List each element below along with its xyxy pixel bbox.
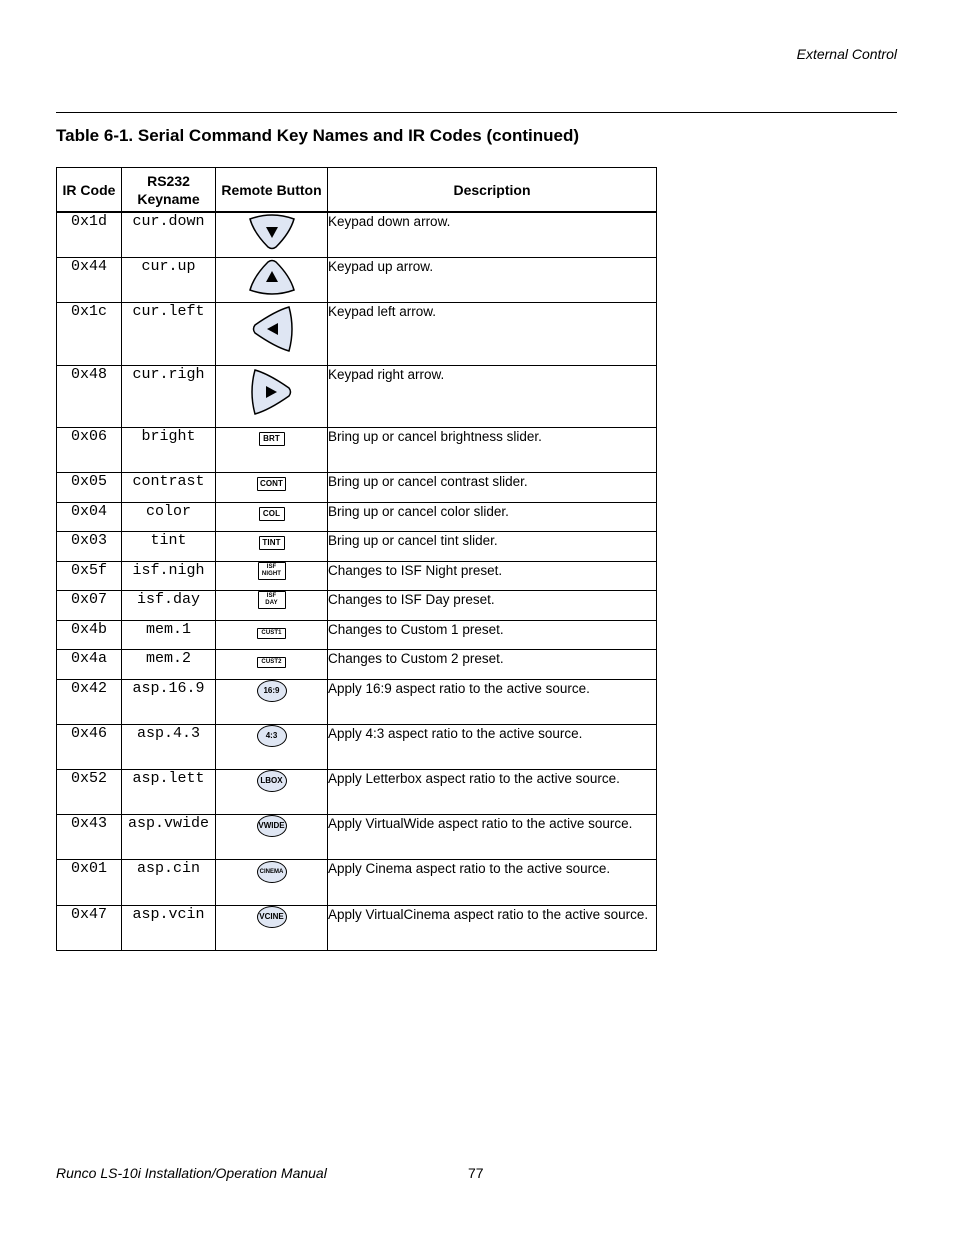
col-button-icon: COL	[259, 507, 285, 521]
table-row	[57, 427, 657, 472]
arrow-left-icon	[216, 303, 327, 355]
description-cell: Keypad right arrow.	[328, 365, 657, 427]
cinema-button-icon: CINEMA	[257, 861, 287, 883]
arrow-down-icon	[216, 213, 327, 251]
remote-button-cell	[216, 859, 328, 905]
table-row	[57, 302, 657, 365]
ir-code-cell: 0x5f	[57, 561, 122, 590]
description-cell: Keypad left arrow.	[328, 302, 657, 365]
keyname-cell: asp.vwide	[122, 814, 216, 859]
ir-code-cell: 0x42	[57, 679, 122, 724]
ir-code-cell: 0x44	[57, 257, 122, 302]
keyname-cell: tint	[122, 531, 216, 561]
table-row	[57, 859, 657, 905]
remote-button-cell	[216, 302, 328, 365]
ir-code-cell: 0x4b	[57, 620, 122, 649]
ir-code-cell: 0x48	[57, 365, 122, 427]
keyname-cell: cur.left	[122, 302, 216, 365]
table-row	[57, 531, 657, 561]
aspect-16-9-button-icon: 16:9	[257, 680, 287, 702]
button-label-line2: DAY	[265, 599, 278, 606]
arrow-right-icon	[216, 366, 327, 418]
vcine-button-icon: VCINE	[257, 906, 287, 928]
table-caption: Table 6-1. Serial Command Key Names and IR Codes (continued)	[56, 126, 580, 145]
remote-button-cell	[216, 590, 328, 620]
tint-button-icon: TINT	[259, 536, 285, 550]
table-row	[57, 814, 657, 859]
keyname-cell: color	[122, 502, 216, 531]
description-cell: Apply Cinema aspect ratio to the active source.	[328, 859, 657, 905]
description-cell: Bring up or cancel color slider.	[328, 502, 657, 531]
ir-code-cell: 0x52	[57, 769, 122, 814]
button-label-line2: NIGHT	[261, 570, 282, 577]
ir-code-cell: 0x03	[57, 531, 122, 561]
col-remote-button: Remote Button	[216, 168, 328, 213]
remote-button-cell	[216, 724, 328, 769]
ir-code-cell: 0x4a	[57, 649, 122, 679]
description-cell: Apply VirtualCinema aspect ratio to the active source.	[328, 905, 657, 950]
table-row	[57, 472, 657, 502]
ir-code-cell: 0x01	[57, 859, 122, 905]
running-header: External Control	[796, 46, 897, 62]
remote-button-cell	[216, 365, 328, 427]
description-cell: Keypad down arrow.	[328, 212, 657, 257]
ir-code-cell: 0x06	[57, 427, 122, 472]
isf-night-button-icon	[258, 562, 286, 580]
button-label-line1: ISF	[266, 592, 277, 599]
ir-code-cell: 0x46	[57, 724, 122, 769]
keyname-cell: isf.day	[122, 590, 216, 620]
ir-code-cell: 0x07	[57, 590, 122, 620]
ir-code-cell: 0x43	[57, 814, 122, 859]
ir-code-cell: 0x04	[57, 502, 122, 531]
remote-button-cell	[216, 257, 328, 302]
page-number: 77	[468, 1165, 484, 1181]
description-cell: Changes to Custom 2 preset.	[328, 649, 657, 679]
table-row	[57, 905, 657, 950]
remote-button-cell	[216, 620, 328, 649]
keyname-cell: cur.righ	[122, 365, 216, 427]
description-cell: Bring up or cancel brightness slider.	[328, 427, 657, 472]
keyname-cell: asp.4.3	[122, 724, 216, 769]
description-cell: Apply 16:9 aspect ratio to the active source.	[328, 679, 657, 724]
table-row	[57, 365, 657, 427]
table-header-row	[57, 168, 657, 213]
table-row	[57, 769, 657, 814]
ir-code-cell: 0x47	[57, 905, 122, 950]
table-row	[57, 679, 657, 724]
aspect-4-3-button-icon: 4:3	[257, 725, 287, 747]
table-row	[57, 649, 657, 679]
table-row	[57, 590, 657, 620]
button-label-line1: ISF	[266, 563, 277, 570]
command-table	[56, 167, 657, 951]
remote-button-cell	[216, 561, 328, 590]
table-row	[57, 724, 657, 769]
lbox-button-icon: LBOX	[257, 770, 287, 792]
header-rule	[56, 112, 897, 113]
remote-button-cell	[216, 679, 328, 724]
description-cell: Keypad up arrow.	[328, 257, 657, 302]
keyname-cell: asp.16.9	[122, 679, 216, 724]
vwide-button-icon: VWIDE	[257, 815, 287, 837]
remote-button-cell	[216, 502, 328, 531]
description-cell: Apply VirtualWide aspect ratio to the active source.	[328, 814, 657, 859]
footer-manual-title: Runco LS-10i Installation/Operation Manual	[56, 1165, 327, 1181]
arrow-up-icon	[216, 258, 327, 296]
remote-button-cell	[216, 427, 328, 472]
keyname-cell: cur.down	[122, 212, 216, 257]
remote-button-cell	[216, 531, 328, 561]
keyname-cell: mem.2	[122, 649, 216, 679]
brt-button-icon: BRT	[259, 432, 285, 446]
ir-code-cell: 0x1c	[57, 302, 122, 365]
table-row	[57, 502, 657, 531]
description-cell: Changes to ISF Day preset.	[328, 590, 657, 620]
col-ir-code: IR Code	[57, 168, 122, 213]
remote-button-cell	[216, 905, 328, 950]
keyname-cell: cur.up	[122, 257, 216, 302]
keyname-cell: asp.lett	[122, 769, 216, 814]
table-row	[57, 620, 657, 649]
ir-code-cell: 0x1d	[57, 212, 122, 257]
cust2-button-icon: CUST2	[257, 657, 285, 668]
remote-button-cell	[216, 814, 328, 859]
remote-button-cell	[216, 212, 328, 257]
remote-button-cell	[216, 769, 328, 814]
ir-code-cell: 0x05	[57, 472, 122, 502]
table-row	[57, 212, 657, 257]
table-row	[57, 561, 657, 590]
remote-button-cell	[216, 472, 328, 502]
isf-day-button-icon	[258, 591, 286, 609]
description-cell: Bring up or cancel tint slider.	[328, 531, 657, 561]
cont-button-icon: CONT	[257, 477, 286, 491]
keyname-cell: isf.nigh	[122, 561, 216, 590]
keyname-cell: contrast	[122, 472, 216, 502]
cust1-button-icon: CUST1	[257, 628, 285, 639]
col-description: Description	[328, 168, 657, 213]
description-cell: Changes to Custom 1 preset.	[328, 620, 657, 649]
table-row	[57, 257, 657, 302]
description-cell: Changes to ISF Night preset.	[328, 561, 657, 590]
keyname-cell: mem.1	[122, 620, 216, 649]
description-cell: Apply 4:3 aspect ratio to the active source.	[328, 724, 657, 769]
remote-button-cell	[216, 649, 328, 679]
keyname-cell: asp.cin	[122, 859, 216, 905]
description-cell: Apply Letterbox aspect ratio to the active source.	[328, 769, 657, 814]
keyname-cell: asp.vcin	[122, 905, 216, 950]
keyname-cell: bright	[122, 427, 216, 472]
description-cell: Bring up or cancel contrast slider.	[328, 472, 657, 502]
col-rs232-keyname: RS232 Keyname	[122, 168, 216, 213]
